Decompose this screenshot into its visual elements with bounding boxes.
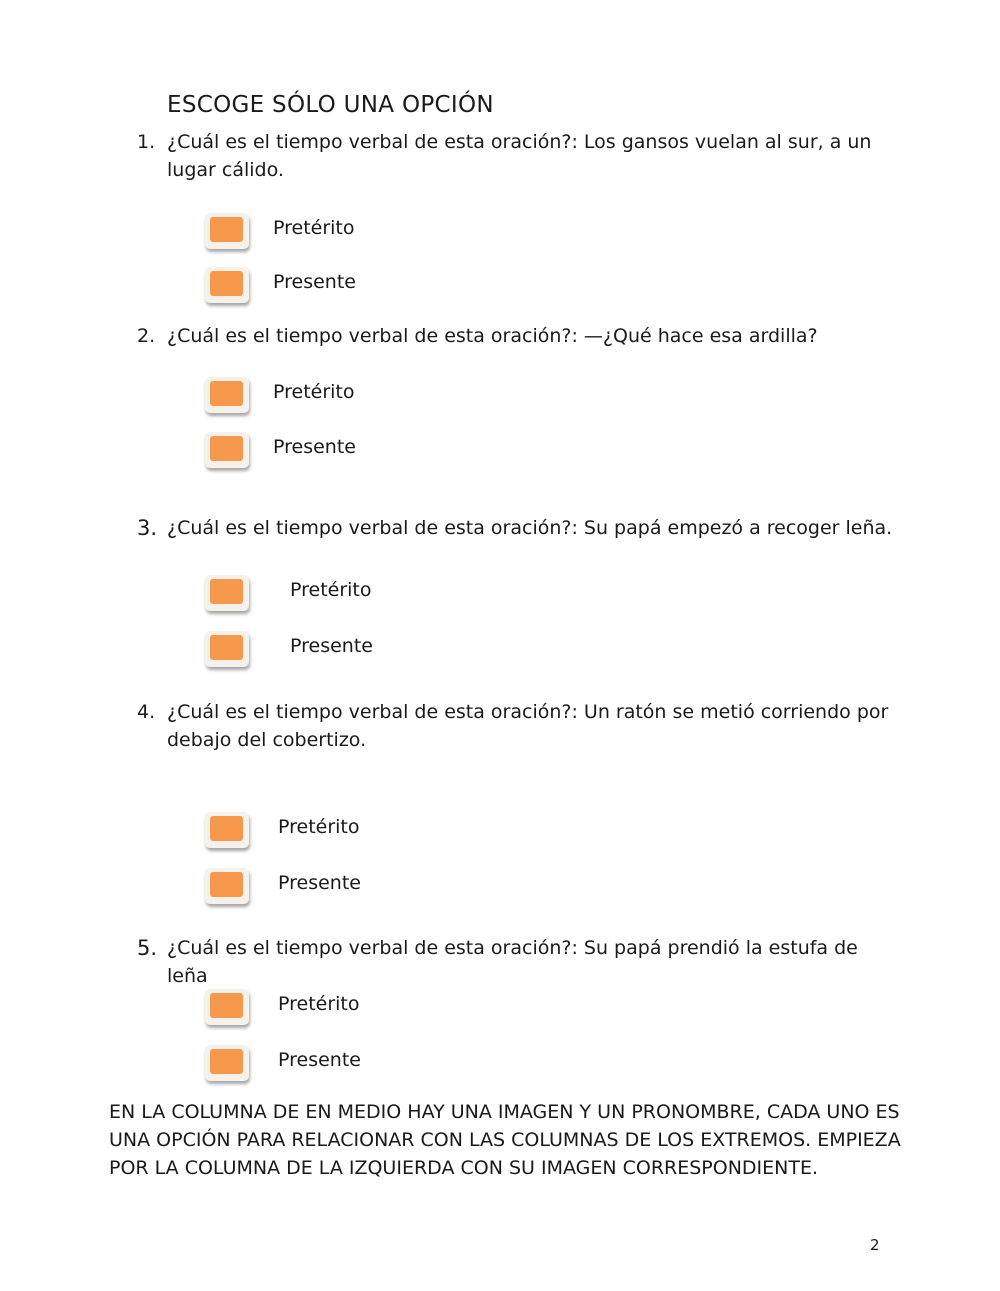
q2-option-presente[interactable] [205, 432, 605, 472]
checkbox-icon[interactable] [205, 267, 249, 303]
checkbox-icon[interactable] [205, 868, 249, 904]
option-label: Pretérito [278, 993, 360, 1015]
checkbox-icon[interactable] [205, 989, 249, 1025]
q4-option-preterito[interactable] [205, 812, 605, 852]
q5-option-presente[interactable] [205, 1045, 605, 1085]
question-text: ¿Cuál es el tiempo verbal de esta oración?: Un ratón se metió corriendo por debajo del cobertizo. [167, 701, 889, 751]
page-heading: ESCOGE SÓLO UNA OPCIÓN [167, 92, 494, 118]
checkbox-icon[interactable] [205, 812, 249, 848]
checkbox-icon[interactable] [205, 575, 249, 611]
option-label: Pretérito [278, 816, 360, 838]
option-label: Pretérito [290, 579, 372, 601]
q5-option-preterito[interactable] [205, 989, 605, 1029]
option-label: Pretérito [273, 381, 355, 403]
checkbox-icon[interactable] [205, 213, 249, 249]
question-text: ¿Cuál es el tiempo verbal de esta oración?: Su papá prendió la estufa de leña [167, 937, 858, 987]
checkbox-icon[interactable] [205, 377, 249, 413]
q3-option-presente[interactable] [205, 631, 605, 671]
option-label: Presente [273, 271, 356, 293]
q3-option-preterito[interactable] [205, 575, 605, 615]
checkbox-icon[interactable] [205, 432, 249, 468]
option-label: Presente [278, 872, 361, 894]
option-label: Presente [290, 635, 373, 657]
option-label: Pretérito [273, 217, 355, 239]
page-number: 2 [870, 1236, 880, 1254]
option-label: Presente [273, 436, 356, 458]
instructions-paragraph: EN LA COLUMNA DE EN MEDIO HAY UNA IMAGEN Y UN PRONOMBRE, CADA UNO ES UNA OPCIÓN PARA RELACIONAR CON LAS COLUMNAS DE LOS EXTREMOS. EMPIEZA POR LA COLUMNA DE LA IZQUIERDA CON SU IMAGEN CORRESPONDIENTE. [109, 1101, 901, 1179]
q1-option-preterito[interactable] [205, 213, 605, 253]
question-number: 4. [137, 701, 156, 723]
question-text: ¿Cuál es el tiempo verbal de esta oración?: —¿Qué hace esa ardilla? [167, 325, 818, 347]
q1-option-presente[interactable] [205, 267, 605, 307]
option-label: Presente [278, 1049, 361, 1071]
question-number: 3. [137, 516, 158, 540]
checkbox-icon[interactable] [205, 631, 249, 667]
checkbox-icon[interactable] [205, 1045, 249, 1081]
q4-option-presente[interactable] [205, 868, 605, 908]
question-number: 2. [137, 325, 156, 347]
q2-option-preterito[interactable] [205, 377, 605, 417]
question-text: ¿Cuál es el tiempo verbal de esta oración?: Los gansos vuelan al sur, a un lugar cálido. [167, 131, 872, 181]
question-text: ¿Cuál es el tiempo verbal de esta oración?: Su papá empezó a recoger leña. [167, 517, 893, 539]
question-number: 5. [137, 936, 158, 960]
question-number: 1. [137, 131, 156, 153]
